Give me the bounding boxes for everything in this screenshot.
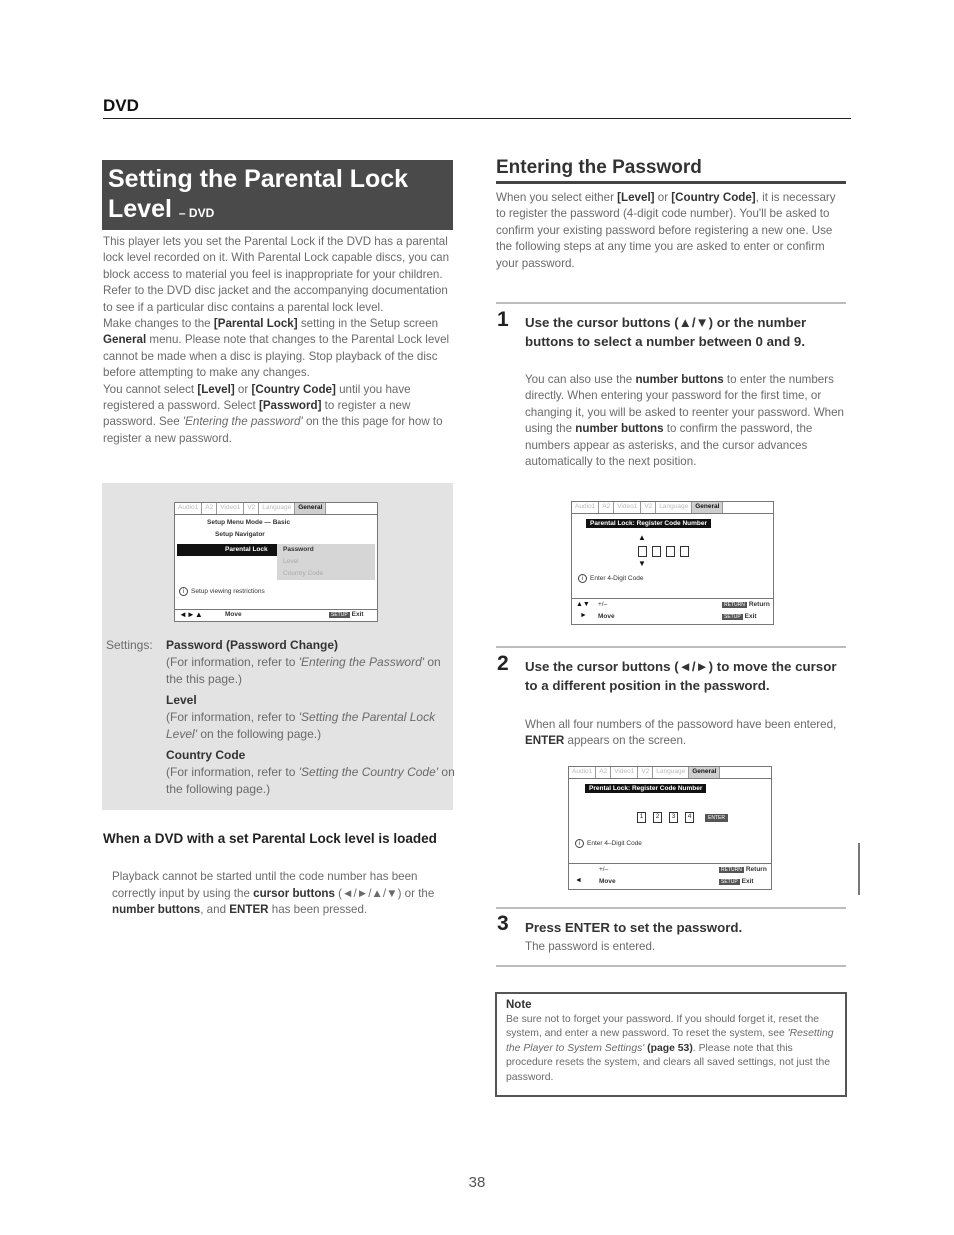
step3-text: The password is entered. [525,940,656,953]
code-digit-box [680,546,689,557]
screen-option-level: Level [283,558,299,565]
tab-a2: A2 [596,767,611,778]
step2-number: 2 [497,652,509,675]
intro-text [103,234,455,447]
down-arrow-icon: ▼ [638,559,646,568]
screen2-plusminus: +/– [599,866,609,873]
up-arrow-icon: ▲ [638,533,646,542]
screen-tabs [175,503,377,515]
tab-video1: Video1 [611,767,638,778]
heading-rule [496,181,846,184]
tab-general: General [295,503,326,514]
screen2-return: RETURN Return [721,866,767,873]
entered-digits [637,812,694,823]
password-intro: When you select either [Level] or [Country Code], it is necessary to register the password (4-digit code number). You'll be asked to confirm your existing password before registering a new one. Use the following steps at any time you are asked to enter or confirm your password. [496,191,836,270]
dvd-lock-paragraph: Playback cannot be started until the code number has been correctly input by using the cursor buttons (◄/►/▲/▼) or the number buttons, and ENTER has been pressed. [112,870,435,917]
entered-digit: 3 [669,812,678,823]
step1-text: You can also use the number buttons to enter the numbers directly. When entering your password for the first time, or changing it, you will be asked to reenter your password. When using the number buttons to confirm the password, the numbers appear as asterisks, and the cursor advances automatically to the next position. [525,373,844,469]
screen2-hint: i Enter 4–Digit Code [575,839,642,848]
step1-heading: Use the cursor buttons (▲/▼) or the number buttons to select a number between 0 and 9. [525,315,807,349]
tab-language: Language [656,502,692,513]
screen1-plusminus: +/– [598,601,608,608]
enter-key-indicator: ENTER [705,814,728,822]
step3-heading: Press ENTER to set the password. [525,920,743,935]
screen2-move: Move [599,878,616,885]
info-icon: i [179,587,188,596]
screen-row-parental-lock: Parental Lock [177,544,277,556]
settings-label: Settings: [106,638,153,652]
screen1-hint: i Enter 4-Digit Code [578,574,643,583]
entered-digit: 4 [685,812,694,823]
entered-digit: 2 [653,812,662,823]
info-icon: i [578,574,587,583]
section-title-line2: Level – DVD [108,195,215,223]
step2-heading: Use the cursor buttons (◄/►) to move the cursor to a different position in the password. [525,659,837,693]
intro-para2: Make changes to the [Parental Lock] setting in the Setup screen General menu. Please note that changes to the Parental Lock level cannot be made when a disc is playing. Stop playback of the disc before attempting to make any changes. [103,317,450,380]
screen-move-label: Move [225,611,242,618]
setting-password: Password (Password Change) (For information, refer to 'Entering the Password' on the this page.) [166,638,441,686]
tab-video1: Video1 [217,503,244,514]
tab-audio1: Audio1 [572,502,599,513]
side-margin-mark [858,843,860,895]
step3-number: 3 [497,912,509,935]
register-code-screen-2 [568,766,772,890]
screen-row-navigator: Setup Navigator [215,531,265,538]
left-arrow-icon: ◄ [575,877,582,884]
tab-general: General [692,502,723,513]
setting-country-code: Country Code (For information, refer to 'Setting the Country Code' on the following page.) [166,748,455,796]
tab-language: Language [653,767,689,778]
info-icon: i [575,839,584,848]
entered-digit: 1 [637,812,646,823]
screen1-exit: SETUP Exit [724,613,757,620]
screen-arrows-icon: ◄►▲ [179,610,203,619]
right-arrow-icon: ► [580,612,587,619]
section-header: DVD [103,96,139,115]
tab-v2: V2 [638,767,653,778]
header-rule [103,118,851,119]
screen2-exit: SETUP Exit [721,878,754,885]
intro-para1: This player lets you set the Parental Lock if the DVD has a parental lock level recorded on it. With Parental Lock capable discs, you can block access to material you feel is inappropriate for your children. Refer to the DVD disc jacket and the accompanying documentation to see if a particular disc contains a parental lock level. [103,235,450,314]
page-number: 38 [468,1174,486,1191]
section-title-box [102,160,453,230]
screen-setup-key: SETUP Exit [331,611,364,618]
step3-rule [496,907,846,909]
code-digit-box [638,546,647,557]
step3-bottom-rule [496,965,846,967]
settings-items [166,637,456,798]
screen-option-password: Password [283,546,314,553]
title-suffix: – DVD [178,206,215,220]
code-digit-box [666,546,675,557]
note-title: Note [506,999,532,1011]
screen1-tabs [572,502,773,514]
screen-option-country-code: Country Code [283,570,324,577]
setup-screen-general [174,502,378,622]
note-text: Be sure not to forget your password. If you should forget it, reset the system, and enter a new password. To reset the system, see 'Resetting the Player to System Settings' (page 53). Please note that this procedure resets the system, and clears all saved settings, not just the password. [506,1013,834,1083]
screen-hint: i Setup viewing restrictions [179,587,265,596]
tab-v2: V2 [244,503,259,514]
screen1-return: RETURN Return [724,601,770,608]
step2-rule [496,646,846,648]
screen-row-menu-mode: Setup Menu Mode — Basic [207,519,291,526]
tab-language: Language [259,503,295,514]
updown-arrows-icon: ▲▼ [576,601,590,608]
tab-a2: A2 [599,502,614,513]
section-title-line1: Setting the Parental Lock [108,165,409,193]
intro-para3: You cannot select [Level] or [Country Code] until you have registered a password. Select [Password] to register a new password. See 'Entering the password' on the this page for how to register a new password. [103,382,443,445]
register-code-screen-1 [571,501,774,625]
entering-password-heading: Entering the Password [496,157,702,178]
step1-number: 1 [497,308,509,331]
tab-audio1: Audio1 [569,767,596,778]
step1-rule [496,302,846,304]
setting-level: Level (For information, refer to 'Setting the Parental Lock Level' on the following page.) [166,693,436,741]
tab-general: General [689,767,720,778]
step2-text: When all four numbers of the passoword have been entered, ENTER appears on the screen. [525,718,837,748]
screen2-tabs [569,767,771,779]
screen2-banner: Prental Lock: Register Code Number [585,784,706,793]
dvd-lock-heading: When a DVD with a set Parental Lock level is loaded [103,831,437,846]
tab-audio1: Audio1 [175,503,202,514]
note-box [495,992,847,1097]
screen1-move: Move [598,613,615,620]
tab-v2: V2 [641,502,656,513]
tab-video1: Video1 [614,502,641,513]
screen1-banner: Parental Lock: Register Code Number [586,519,711,528]
code-digit-box [652,546,661,557]
code-digit-boxes [638,546,689,557]
tab-a2: A2 [202,503,217,514]
